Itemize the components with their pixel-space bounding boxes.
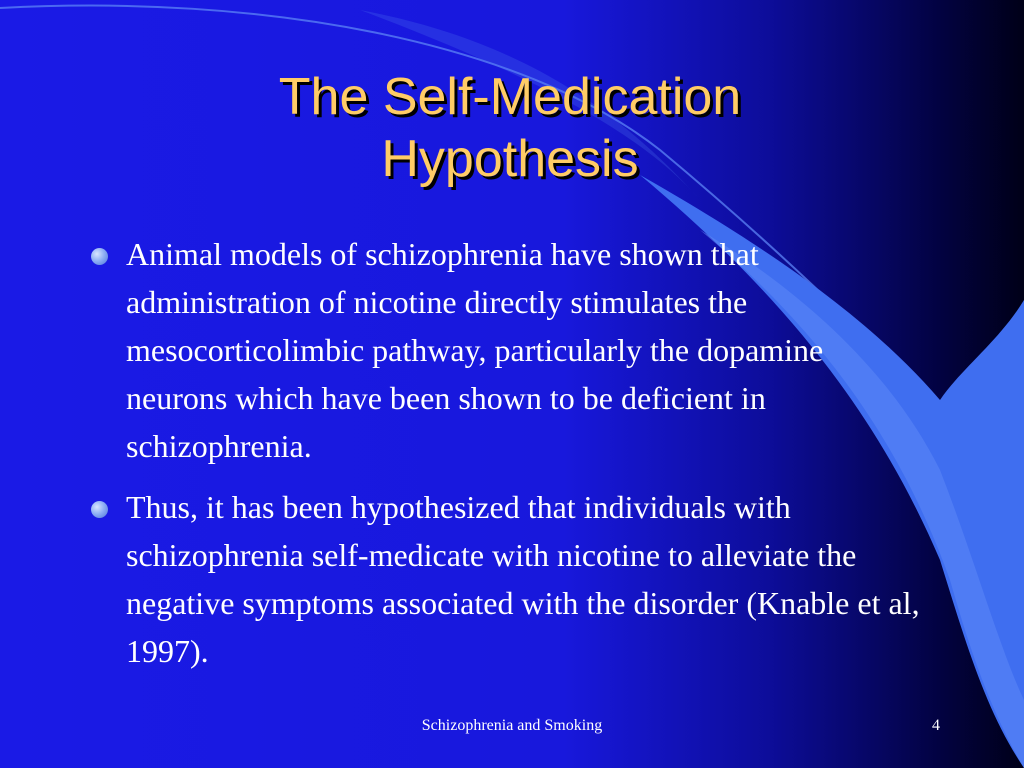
circle-bullet-icon <box>91 501 108 518</box>
bullet-text: Animal models of schizophrenia have shown that administration of nicotine directly stimulates the mesocorticolimbic pathway, particularly the dopamine neurons which have been shown to be deficient in schizophrenia. <box>126 236 824 464</box>
bullet-item <box>90 230 925 470</box>
title-line-1: The Self-Medication <box>278 68 742 126</box>
slide-number: 4 <box>932 717 940 734</box>
bullet-text: Thus, it has been hypothesized that individuals with schizophrenia self-medicate with nicotine to alleviate the negative symptoms associated with the disorder (Knable et al, 1997). <box>126 489 920 669</box>
circle-bullet-icon <box>91 248 108 265</box>
footer-text: Schizophrenia and Smoking <box>421 717 603 734</box>
title-line-2: Hypothesis <box>381 130 639 188</box>
bullet-list <box>90 230 925 688</box>
bullet-item <box>90 483 925 675</box>
slide-title <box>110 66 910 190</box>
